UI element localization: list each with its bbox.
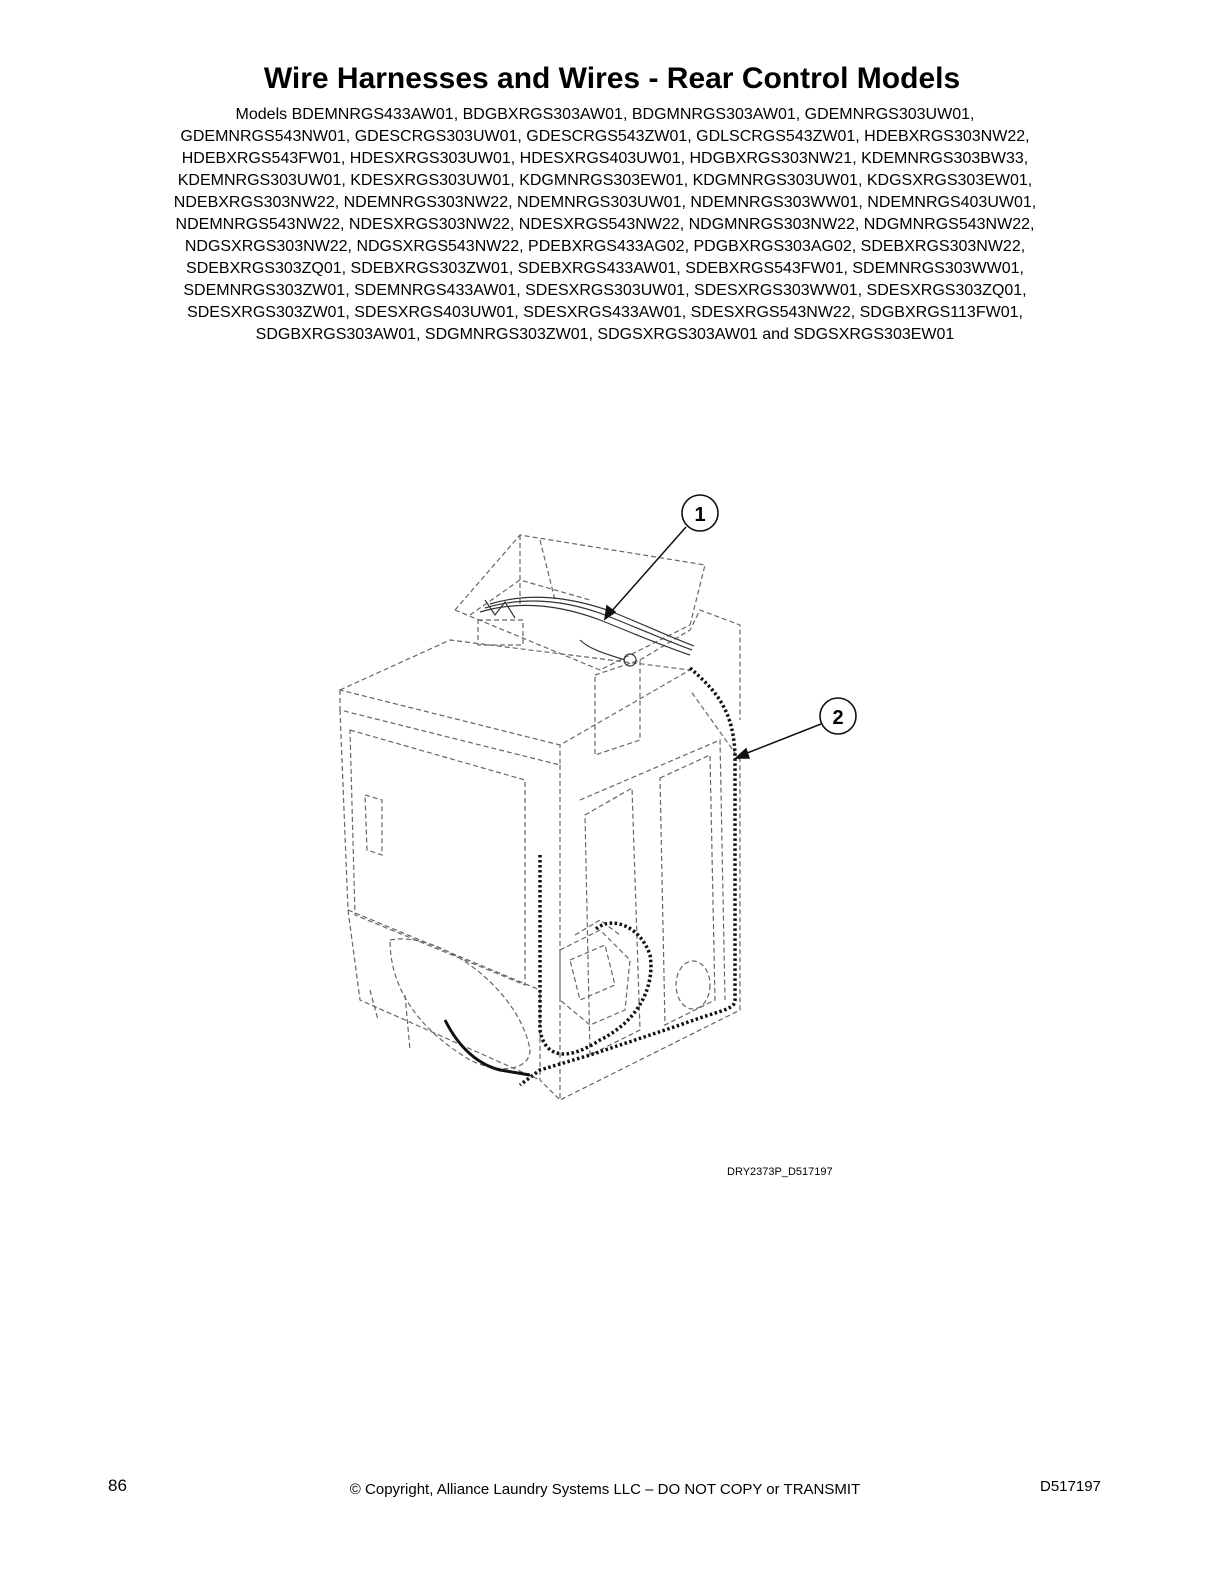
page-number: 86 xyxy=(108,1476,127,1495)
model-line: NDEBXRGS303NW22, NDEMNRGS303NW22, NDEMNRGS303UW01, NDEMNRGS303WW01, NDEMNRGS403UW01, xyxy=(173,194,1037,211)
model-line: SDESXRGS303ZW01, SDESXRGS403UW01, SDESXRGS433AW01, SDESXRGS543NW22, SDGBXRGS113FW01, xyxy=(187,304,1023,321)
model-line: NDGSXRGS303NW22, NDGSXRGS543NW22, PDEBXRGS433AG02, PDGBXRGS303AG02, SDEBXRGS303NW22, xyxy=(184,238,1026,255)
model-line: HDEBXRGS543FW01, HDESXRGS303UW01, HDESXRGS403UW01, HDGBXRGS303NW21, KDEMNRGS303BW33, xyxy=(181,150,1029,167)
page-title: Wire Harnesses and Wires - Rear Control Models xyxy=(263,62,961,95)
model-list xyxy=(0,104,1210,346)
model-line: Models BDEMNRGS433AW01, BDGBXRGS303AW01, BDGMNRGS303AW01, GDEMNRGS303UW01, xyxy=(235,106,975,123)
callout-2-label: 2 xyxy=(832,707,844,729)
model-line: NDEMNRGS543NW22, NDESXRGS303NW22, NDESXRGS543NW22, NDGMNRGS303NW22, NDGMNRGS543NW22, xyxy=(175,216,1035,233)
copyright-notice: © Copyright, Alliance Laundry Systems LLC – DO NOT COPY or TRANSMIT xyxy=(349,1481,861,1498)
model-line: SDGBXRGS303AW01, SDGMNRGS303ZW01, SDGSXRGS303AW01 and SDGSXRGS303EW01 xyxy=(255,326,955,343)
dryer-wiring-illustration xyxy=(300,480,880,1130)
callout-1-label: 1 xyxy=(694,504,706,526)
model-line: GDEMNRGS543NW01, GDESCRGS303UW01, GDESCRGS543ZW01, GDLSCRGS543ZW01, HDEBXRGS303NW22, xyxy=(180,128,1030,145)
figure-code: DRY2373P_D517197 xyxy=(727,1166,833,1178)
document-id: D517197 xyxy=(1040,1478,1101,1495)
model-line: KDEMNRGS303UW01, KDESXRGS303UW01, KDGMNRGS303EW01, KDGMNRGS303UW01, KDGSXRGS303EW01, xyxy=(177,172,1033,189)
model-line: SDEBXRGS303ZQ01, SDEBXRGS303ZW01, SDEBXRGS433AW01, SDEBXRGS543FW01, SDEMNRGS303WW01, xyxy=(186,260,1024,277)
model-line: SDEMNRGS303ZW01, SDEMNRGS433AW01, SDESXRGS303UW01, SDESXRGS303WW01, SDESXRGS303ZQ01, xyxy=(183,282,1027,299)
